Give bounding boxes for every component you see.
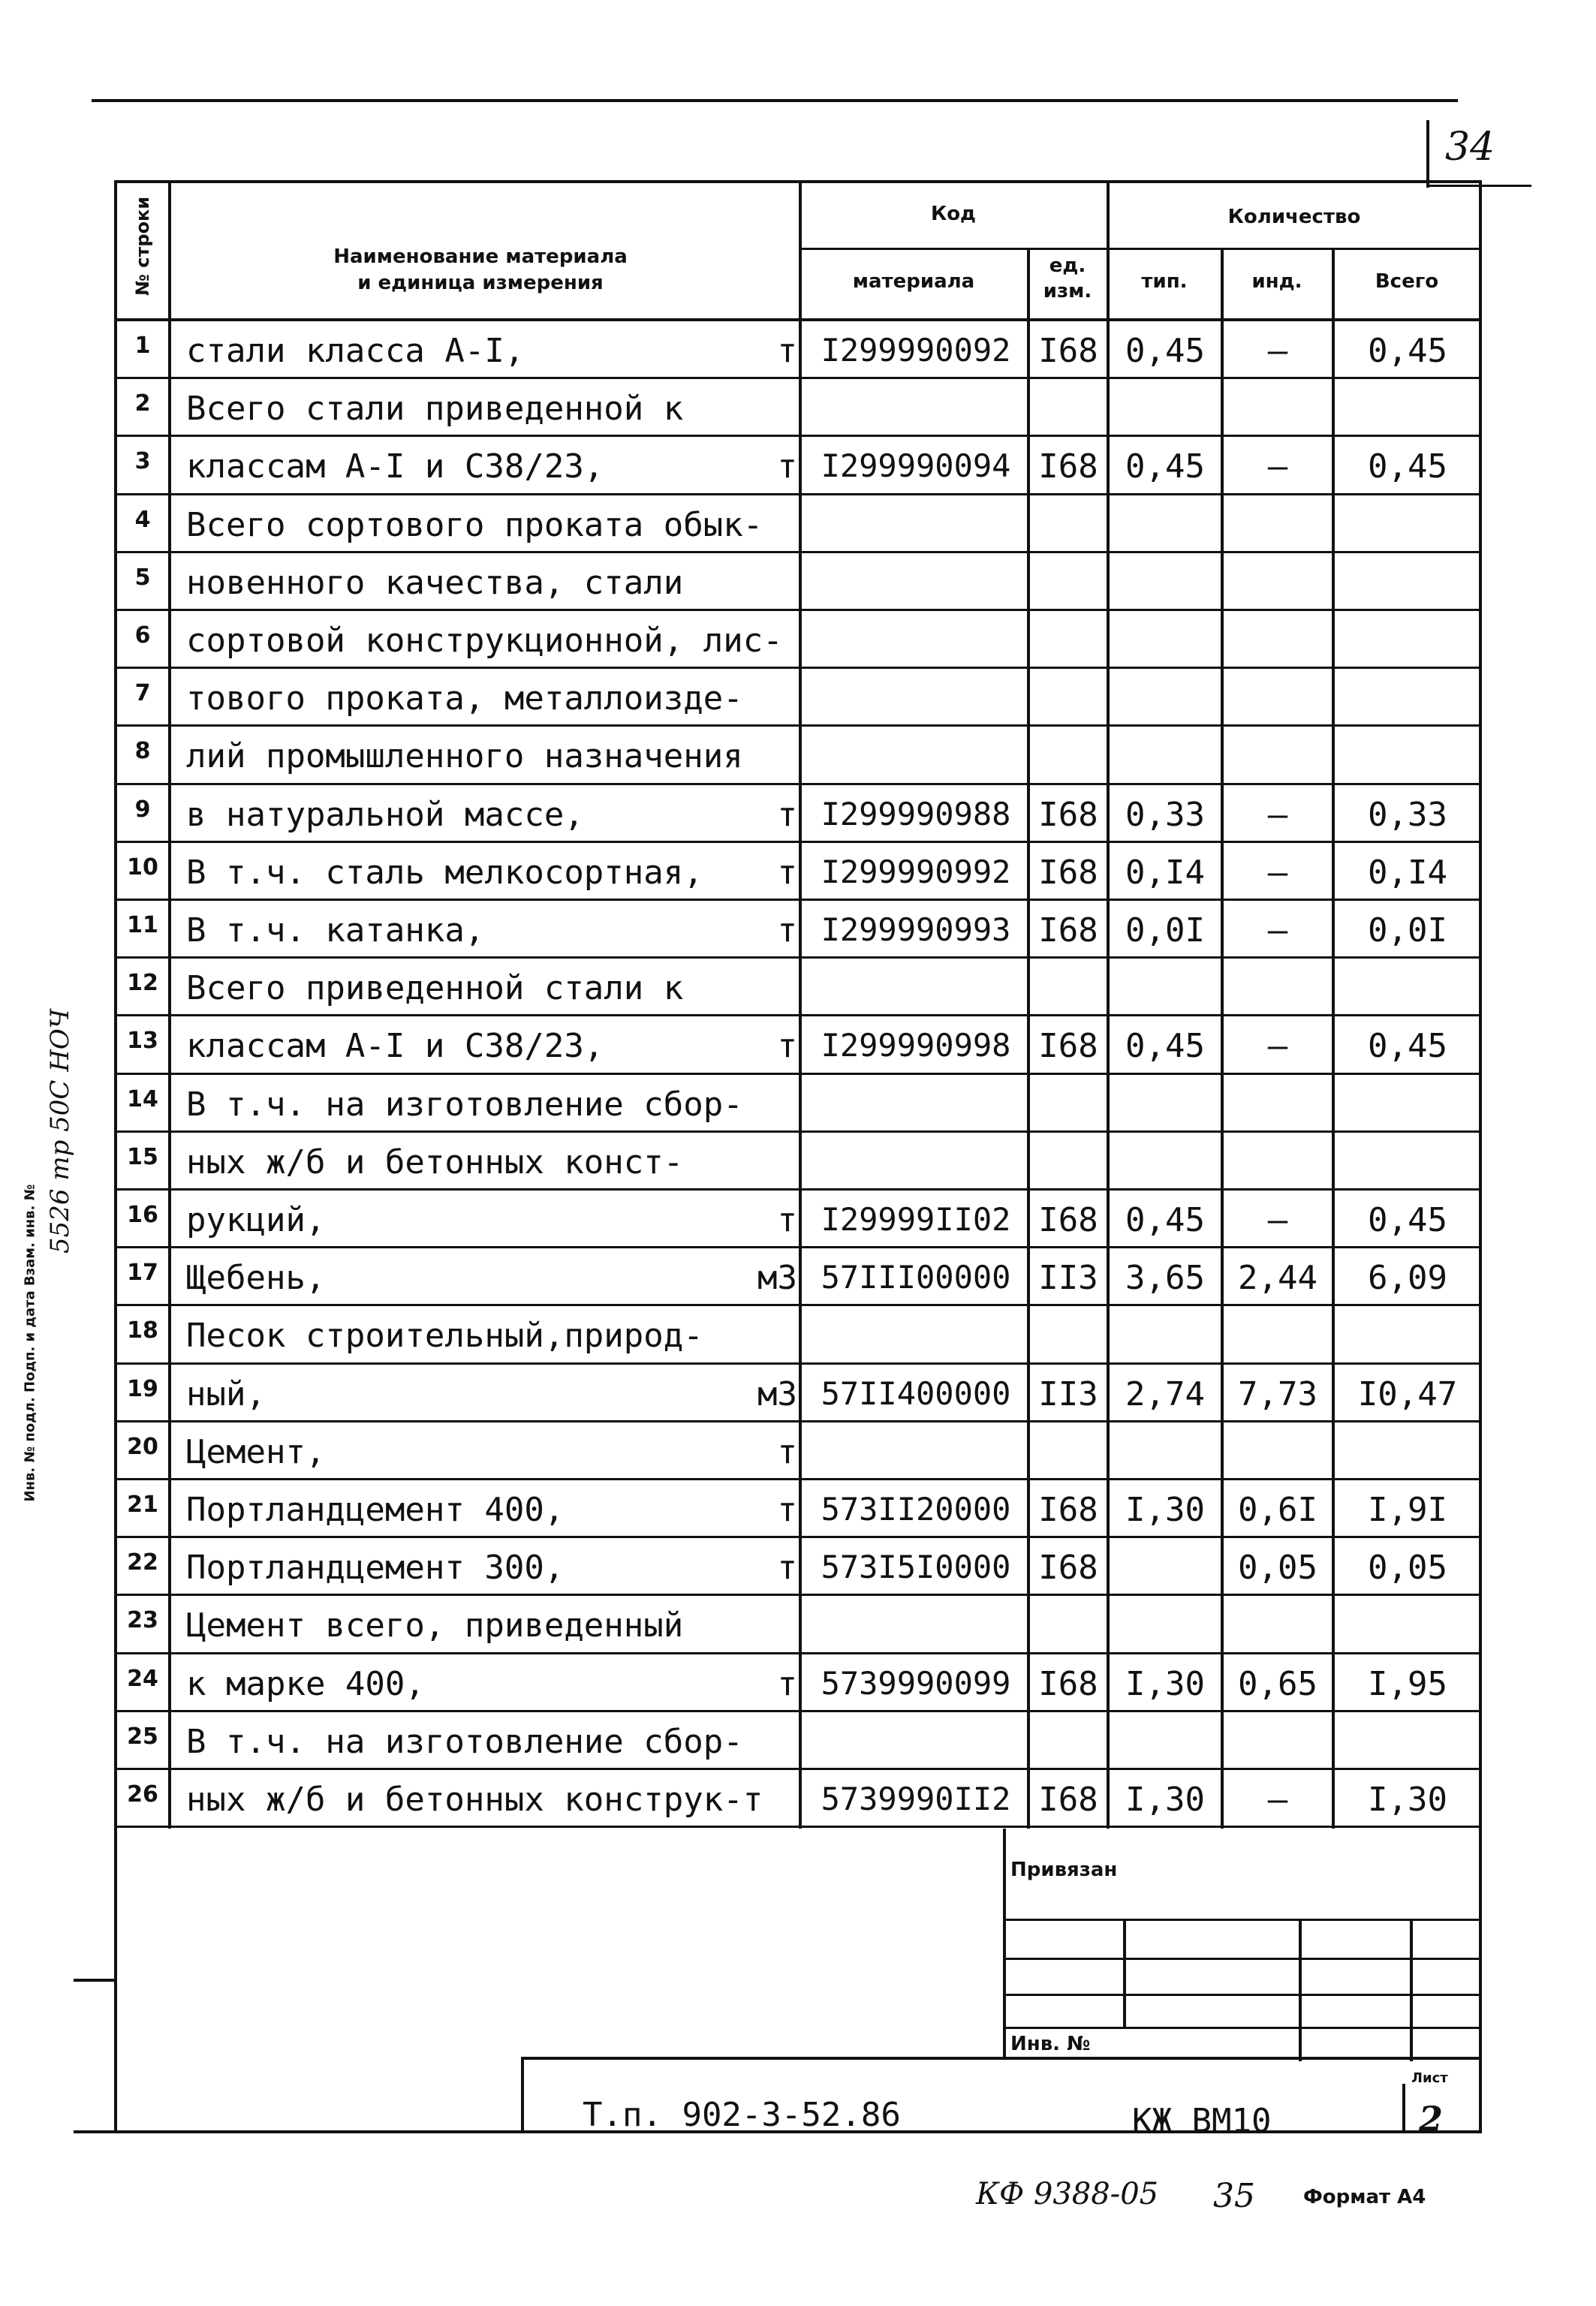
- row-name: Песок строительный,природ-: [186, 1317, 703, 1355]
- row-typ: I,30: [1125, 1781, 1205, 1819]
- row-u: т: [777, 796, 797, 834]
- row-ind: –: [1267, 1027, 1288, 1065]
- row-name: Всего приведенной стали к: [186, 969, 684, 1007]
- row-total: I0,47: [1357, 1375, 1458, 1413]
- row-code: 5739990099: [821, 1665, 1011, 1702]
- row-name: классам А-I и С38/23,: [186, 1027, 604, 1065]
- row-rule: [114, 1420, 1482, 1422]
- row-name: сортовой конструкционной, лис-: [186, 622, 783, 660]
- row-typ: 3,65: [1125, 1259, 1205, 1297]
- row-name: новенного качества, стали: [186, 564, 684, 602]
- row-number: 21: [127, 1492, 158, 1518]
- row-ind: 7,73: [1238, 1375, 1317, 1413]
- stamp-attached-r2: [1003, 1958, 1480, 1960]
- row-unit: II3: [1038, 1259, 1098, 1297]
- row-ind: –: [1267, 1781, 1288, 1819]
- row-rule: [114, 1594, 1482, 1596]
- stamp-attached-v3: [1410, 1919, 1413, 2061]
- row-ind: –: [1267, 447, 1288, 486]
- header-q-ind: инд.: [1251, 270, 1302, 293]
- row-name: в натуральной массе,: [186, 796, 584, 834]
- header-code: Код: [930, 203, 977, 225]
- row-name: Цемент всего, приведенный: [186, 1606, 684, 1645]
- row-name: В т.ч. на изготовление сбор-: [186, 1085, 743, 1124]
- side-note: Инв. № подл. Подп. и дата Взам. инв. №: [22, 1184, 38, 1502]
- row-number: 18: [127, 1317, 158, 1344]
- row-number: 17: [127, 1260, 158, 1286]
- row-code: I29999II02: [821, 1201, 1011, 1238]
- stamp-attached-r4: [1003, 2027, 1480, 2029]
- header-bottom: [114, 318, 1482, 321]
- row-ind: –: [1267, 853, 1288, 892]
- header-sub-rule: [799, 248, 1480, 250]
- row-rule: [114, 1304, 1482, 1306]
- row-rule: [114, 841, 1482, 843]
- row-u: т: [777, 1433, 797, 1471]
- row-name: лий промышленного назначения: [186, 737, 743, 775]
- row-rule: [114, 724, 1482, 727]
- row-code: 57III00000: [821, 1259, 1011, 1296]
- row-rule: [114, 1073, 1482, 1075]
- row-number: 4: [134, 507, 151, 533]
- row-typ: 0,45: [1125, 1027, 1205, 1065]
- row-number: 19: [127, 1376, 158, 1402]
- row-total: I,9I: [1368, 1491, 1447, 1529]
- row-total: 0,45: [1368, 1027, 1447, 1065]
- row-name: Щебень,: [186, 1259, 326, 1297]
- row-rule: [114, 1652, 1482, 1654]
- row-name: Всего сортового проката обык-: [186, 506, 763, 544]
- row-name: Портландцемент 400,: [186, 1491, 565, 1529]
- row-typ: 0,33: [1125, 796, 1205, 834]
- row-code: 573II20000: [821, 1491, 1011, 1528]
- stamp-attached-label: Привязан: [1010, 1859, 1118, 1881]
- row-number: 25: [127, 1723, 158, 1750]
- row-name: тового проката, металлоизде-: [186, 679, 743, 718]
- row-total: 0,05: [1368, 1549, 1447, 1587]
- row-rule: [114, 1188, 1482, 1191]
- header-q-total: Всего: [1375, 270, 1439, 293]
- row-number: 8: [134, 738, 151, 764]
- row-total: 6,09: [1368, 1259, 1447, 1297]
- row-rule: [114, 1014, 1482, 1016]
- row-rule: [114, 493, 1482, 495]
- row-unit: I68: [1038, 447, 1098, 486]
- row-number: 10: [127, 854, 158, 881]
- row-number: 14: [127, 1086, 158, 1112]
- row-code: I299990998: [821, 1027, 1011, 1064]
- stamp-attached-r1: [1003, 1919, 1480, 1921]
- row-typ: 0,45: [1125, 1201, 1205, 1239]
- row-unit: I68: [1038, 1665, 1098, 1703]
- row-rule: [114, 899, 1482, 901]
- header-name: [225, 218, 736, 297]
- row-typ: 0,45: [1125, 447, 1205, 486]
- row-number: 5: [134, 564, 151, 591]
- left-tick-1: [74, 1979, 116, 1982]
- row-code: I299990993: [821, 911, 1011, 948]
- col-code: [799, 180, 802, 1829]
- row-name: В т.ч. катанка,: [186, 911, 485, 950]
- page-number: 34: [1445, 125, 1495, 170]
- row-code: I299990094: [821, 447, 1011, 484]
- row-unit: I68: [1038, 911, 1098, 950]
- row-name: ный,: [186, 1375, 266, 1413]
- row-name: В т.ч. сталь мелкосортная,: [186, 853, 703, 892]
- row-u: т: [777, 332, 797, 370]
- row-name: В т.ч. на изготовление сбор-: [186, 1723, 743, 1761]
- row-number: 13: [127, 1028, 158, 1054]
- row-name: Всего стали приведенной к: [186, 390, 684, 428]
- header-quantity: Количество: [1227, 206, 1361, 228]
- row-typ: 0,0I: [1125, 911, 1205, 950]
- row-total: 0,I4: [1368, 853, 1447, 892]
- row-rule: [114, 1130, 1482, 1133]
- title-sheet-divider: [1402, 2084, 1405, 2132]
- row-number: 22: [127, 1549, 158, 1576]
- row-number: 23: [127, 1607, 158, 1633]
- row-rule: [114, 956, 1482, 959]
- doc-mark: КЖ ВМ10: [1132, 2102, 1272, 2140]
- header-row-no: № строки: [132, 196, 153, 296]
- row-total: I,95: [1368, 1665, 1447, 1703]
- row-typ: 0,I4: [1125, 853, 1205, 892]
- row-number: 6: [134, 622, 151, 649]
- row-rule: [114, 1246, 1482, 1248]
- row-total: 0,33: [1368, 796, 1447, 834]
- row-code: 5739990II2: [821, 1781, 1011, 1817]
- project-code: Т.п. 902-3-52.86: [583, 2096, 901, 2134]
- corner-rule-v: [1426, 120, 1429, 188]
- header-name-text: Наименование материала и единица измерения: [333, 245, 628, 295]
- row-rule: [114, 1362, 1482, 1365]
- stamp-inv-label: Инв. №: [1010, 2033, 1091, 2055]
- top-rule: [92, 99, 1458, 102]
- row-number: 16: [127, 1202, 158, 1228]
- row-code: I299990992: [821, 853, 1011, 890]
- row-ind: 0,6I: [1238, 1491, 1317, 1529]
- stamp-attached-left: [1003, 1829, 1006, 2057]
- row-typ: 0,45: [1125, 332, 1205, 370]
- side-handwriting: 5526 тр 50С НОЧ: [45, 1008, 75, 1254]
- row-unit: II3: [1038, 1375, 1098, 1413]
- row-name: классам А-I и С38/23,: [186, 447, 604, 486]
- row-total: I,30: [1368, 1781, 1447, 1819]
- row-typ: I,30: [1125, 1665, 1205, 1703]
- row-total: 0,45: [1368, 1201, 1447, 1239]
- row-rule: [114, 1768, 1482, 1770]
- row-name: ных ж/б и бетонных конст-: [186, 1143, 684, 1182]
- stamp-attached-v2: [1299, 1919, 1302, 2061]
- row-ind: –: [1267, 1201, 1288, 1239]
- header-code-material: материала: [852, 270, 975, 293]
- row-rule: [114, 1478, 1482, 1480]
- stamp-attached-v1: [1123, 1919, 1126, 2027]
- row-u: т: [777, 1027, 797, 1065]
- row-unit: I68: [1038, 1781, 1098, 1819]
- row-rule: [114, 1826, 1482, 1828]
- row-number: 9: [134, 796, 151, 823]
- row-name: к марке 400,: [186, 1665, 425, 1703]
- row-unit: I68: [1038, 853, 1098, 892]
- row-number: 12: [127, 970, 158, 996]
- row-unit: I68: [1038, 1491, 1098, 1529]
- col-rowno: [168, 180, 171, 1829]
- row-typ: 2,74: [1125, 1375, 1205, 1413]
- row-name: Цемент,: [186, 1433, 326, 1471]
- row-rule: [114, 551, 1482, 553]
- header-code-unit: ед. изм.: [1043, 254, 1092, 303]
- row-ind: –: [1267, 911, 1288, 950]
- row-unit: I68: [1038, 332, 1098, 370]
- row-number: 11: [127, 912, 158, 938]
- row-name: ных ж/б и бетонных конструк-т: [186, 1781, 763, 1819]
- row-number: 24: [127, 1666, 158, 1692]
- row-number: 1: [134, 333, 151, 359]
- row-u: т: [777, 911, 797, 950]
- row-u: т: [777, 447, 797, 486]
- stamp-attached-r3: [1003, 1994, 1480, 1996]
- row-ind: 0,65: [1238, 1665, 1317, 1703]
- format-label: Формат А4: [1303, 2186, 1426, 2208]
- table-top: [114, 180, 1482, 183]
- row-number: 7: [134, 680, 151, 706]
- row-rule: [114, 1710, 1482, 1712]
- row-u: т: [777, 1665, 797, 1703]
- row-u: м3: [757, 1259, 797, 1297]
- row-unit: I68: [1038, 1549, 1098, 1587]
- sheet-number: 2: [1419, 2099, 1444, 2139]
- row-u: т: [777, 1549, 797, 1587]
- row-rule: [114, 609, 1482, 611]
- header-q-typ: тип.: [1141, 270, 1188, 293]
- row-u: м3: [757, 1375, 797, 1413]
- row-typ: I,30: [1125, 1491, 1205, 1529]
- sheet-label: Лист: [1411, 2070, 1448, 2086]
- row-u: т: [777, 853, 797, 892]
- row-code: 573I5I0000: [821, 1549, 1011, 1585]
- row-number: 2: [134, 390, 151, 417]
- row-unit: I68: [1038, 1027, 1098, 1065]
- row-ind: –: [1267, 332, 1288, 370]
- row-total: 0,45: [1368, 447, 1447, 486]
- col-qty: [1107, 180, 1110, 1829]
- row-unit: I68: [1038, 796, 1098, 834]
- row-ind: –: [1267, 796, 1288, 834]
- row-total: 0,0I: [1368, 911, 1447, 950]
- row-u: т: [777, 1201, 797, 1239]
- row-number: 20: [127, 1434, 158, 1460]
- row-name: рукций,: [186, 1201, 326, 1239]
- row-number: 15: [127, 1144, 158, 1170]
- row-rule: [114, 1536, 1482, 1538]
- row-rule: [114, 667, 1482, 669]
- row-code: 57II400000: [821, 1375, 1011, 1412]
- row-u: т: [777, 1491, 797, 1529]
- row-code: I299990092: [821, 332, 1011, 369]
- row-name: Портландцемент 300,: [186, 1549, 565, 1587]
- row-ind: 0,05: [1238, 1549, 1317, 1587]
- row-unit: I68: [1038, 1201, 1098, 1239]
- row-total: 0,45: [1368, 332, 1447, 370]
- row-rule: [114, 377, 1482, 379]
- row-rule: [114, 435, 1482, 437]
- title-block-left: [521, 2057, 524, 2132]
- row-number: 26: [127, 1781, 158, 1808]
- copy-number: 35: [1213, 2177, 1255, 2215]
- row-rule: [114, 783, 1482, 785]
- title-block-top: [521, 2057, 1480, 2060]
- row-name: стали класса А-I,: [186, 332, 525, 370]
- order-number: КФ 9388-05: [976, 2177, 1159, 2211]
- row-code: I299990988: [821, 796, 1011, 832]
- row-ind: 2,44: [1238, 1259, 1317, 1297]
- row-number: 3: [134, 448, 151, 474]
